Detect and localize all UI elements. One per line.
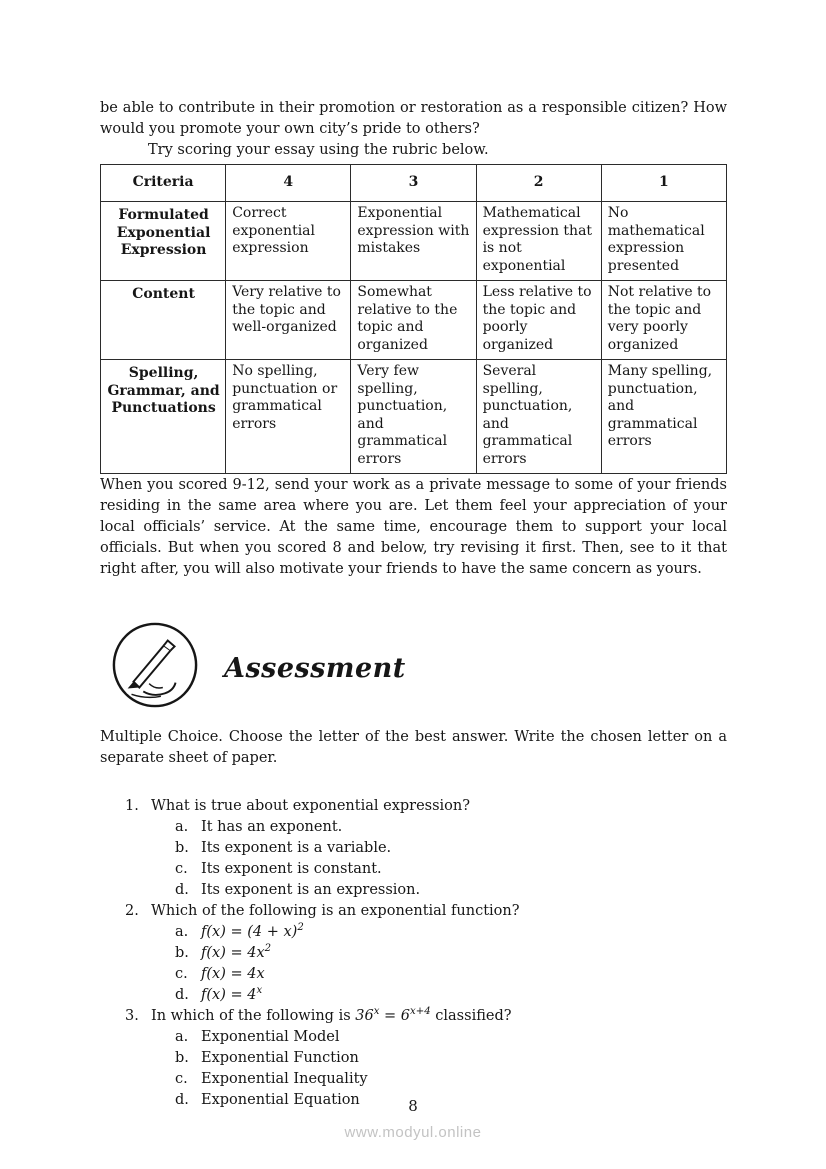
- rubric-table: [100, 164, 727, 474]
- option-text: Exponential Function: [201, 1050, 359, 1066]
- rubric-cell: Exponential expression with mistakes: [351, 202, 476, 281]
- rubric-header-1: 1: [601, 165, 726, 202]
- option-b: [175, 838, 727, 859]
- page-title: Assessment: [224, 653, 406, 684]
- option-list: [125, 922, 727, 1006]
- question-number: 1.: [125, 798, 139, 814]
- option-list: [125, 817, 727, 901]
- rubric-cell: Correct exponential expression: [226, 202, 351, 281]
- question-text: In which of the following is $36^x = 6^{x+4}$ classified?: [151, 1006, 512, 1024]
- rubric-header-2: 2: [476, 165, 601, 202]
- rubric-header-row: [101, 165, 727, 202]
- option-letter: a.: [175, 924, 189, 940]
- option-text: Its exponent is an expression.: [201, 882, 421, 898]
- question-1: [125, 796, 727, 901]
- rubric-criteria-cell: Content: [101, 281, 226, 360]
- option-letter: a.: [175, 819, 189, 835]
- option-text: Exponential Equation: [201, 1092, 360, 1108]
- option-letter: d.: [175, 1092, 189, 1108]
- question-text: What is true about exponential expression?: [151, 798, 471, 814]
- rubric-header-criteria: Criteria: [101, 165, 226, 202]
- option-text: Exponential Inequality: [201, 1071, 368, 1087]
- rubric-cell: Many spelling, punctuation, and grammatical errors: [601, 360, 726, 474]
- option-a: [175, 922, 727, 943]
- option-letter: b.: [175, 840, 189, 856]
- option-letter: c.: [175, 1071, 188, 1087]
- try-scoring-line: Try scoring your essay using the rubric below.: [148, 142, 489, 158]
- rubric-cell: Very few spelling, punctuation, and grammatical errors: [351, 360, 476, 474]
- feedback-paragraph: When you scored 9-12, send your work as a private message to some of your friends residing in the same area where you are. Let them feel your appreciation of your local officials’ service. At the same time, encourage them to support your local officials. But when you scored 8 and below, try revising it first. Then, see to it that right after, you will also motivate your friends to have the same concern as yours.: [100, 477, 727, 577]
- option-d: [175, 985, 727, 1006]
- option-text: Its exponent is constant.: [201, 861, 382, 877]
- option-text: Exponential Model: [201, 1029, 340, 1045]
- option-formula: f(x) = 4x: [201, 966, 265, 982]
- option-formula: $f(x) = 4^x$: [201, 985, 263, 1003]
- rubric-cell: Less relative to the topic and poorly organized: [476, 281, 601, 360]
- option-text: Its exponent is a variable.: [201, 840, 392, 856]
- rubric-cell: No mathematical expression presented: [601, 202, 726, 281]
- question-number: 3.: [125, 1008, 139, 1024]
- option-letter: c.: [175, 966, 188, 982]
- table-row: [101, 202, 727, 281]
- question-2: [125, 901, 727, 1006]
- option-letter: d.: [175, 882, 189, 898]
- table-row: [101, 281, 727, 360]
- rubric-header-4: 4: [226, 165, 351, 202]
- option-c: [175, 1069, 727, 1090]
- watermark: www.modyul.online: [344, 1124, 482, 1141]
- assessment-instructions: Multiple Choice. Choose the letter of the best answer. Write the chosen letter on a separate sheet of paper.: [100, 729, 727, 766]
- intro-paragraph: be able to contribute in their promotion or restoration as a responsible citizen? How would you promote your own city’s pride to others?: [100, 100, 727, 137]
- rubric-cell: Several spelling, punctuation, and grammatical errors: [476, 360, 601, 474]
- option-letter: d.: [175, 987, 189, 1003]
- assessment-header: [110, 620, 727, 717]
- option-letter: b.: [175, 1050, 189, 1066]
- question-list: [100, 796, 727, 1111]
- question-number: 2.: [125, 903, 139, 919]
- option-c: [175, 964, 727, 985]
- table-row: [101, 360, 727, 474]
- option-letter: b.: [175, 945, 189, 961]
- option-formula: $f(x) = (4 + x)^2$: [201, 922, 304, 940]
- rubric-header-3: 3: [351, 165, 476, 202]
- option-a: [175, 1027, 727, 1048]
- option-d: [175, 880, 727, 901]
- option-formula: $f(x) = 4x^2$: [201, 943, 272, 961]
- page-number: 8: [408, 1097, 418, 1115]
- option-letter: a.: [175, 1029, 189, 1045]
- option-letter: c.: [175, 861, 188, 877]
- question-formula: $36^x = 6^{x+4}$: [355, 1006, 431, 1024]
- question-text: Which of the following is an exponential function?: [151, 903, 520, 919]
- option-a: [175, 817, 727, 838]
- option-c: [175, 859, 727, 880]
- rubric-criteria-cell: Spelling, Grammar, and Punctuations: [101, 360, 226, 474]
- writing-hand-icon: [110, 620, 200, 717]
- rubric-cell: Not relative to the topic and very poorly organized: [601, 281, 726, 360]
- rubric-cell: No spelling, punctuation or grammatical errors: [226, 360, 351, 474]
- rubric-cell: Somewhat relative to the topic and organized: [351, 281, 476, 360]
- rubric-cell: Mathematical expression that is not exponential: [476, 202, 601, 281]
- rubric-criteria-cell: Formulated Exponential Expression: [101, 202, 226, 281]
- rubric-cell: Very relative to the topic and well-organized: [226, 281, 351, 360]
- option-text: It has an exponent.: [201, 819, 343, 835]
- option-b: [175, 943, 727, 964]
- option-b: [175, 1048, 727, 1069]
